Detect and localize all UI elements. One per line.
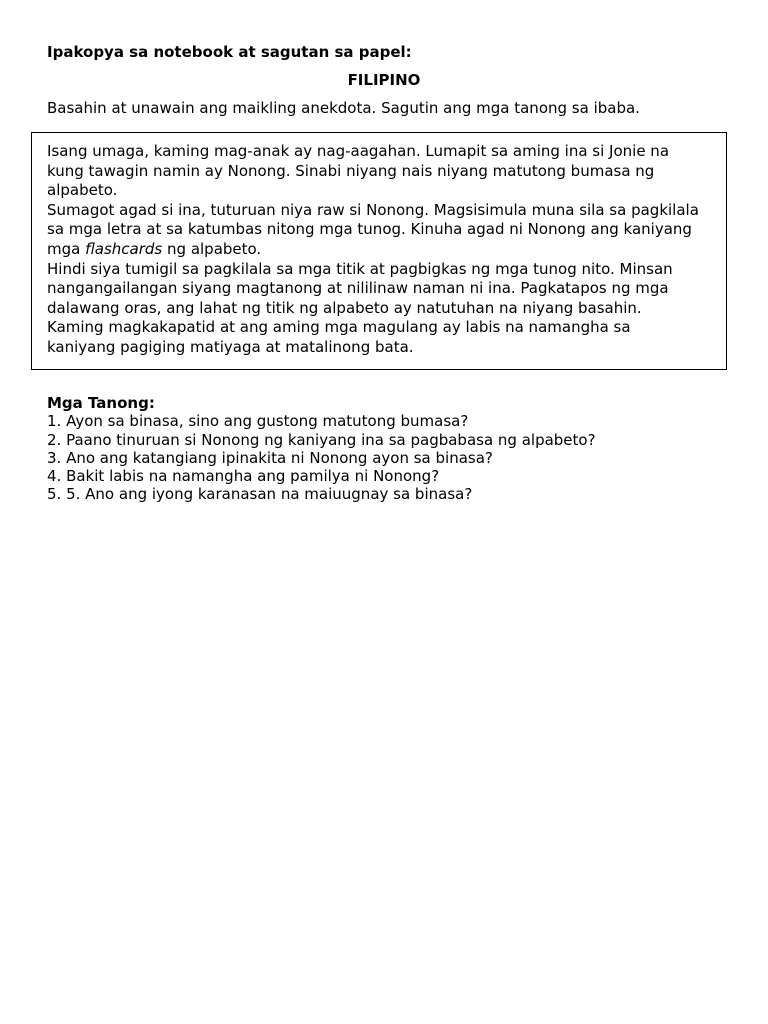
question-item: 1. Ayon sa binasa, sino ang gustong matutong bumasa? bbox=[47, 412, 469, 431]
story-line: kaniyang pagiging matiyaga at matalinong bata. bbox=[47, 337, 414, 356]
instruction-heading: Ipakopya sa notebook at sagutan sa papel: bbox=[47, 43, 412, 61]
questions-section bbox=[47, 394, 596, 504]
story-text: ng alpabeto. bbox=[162, 239, 262, 258]
story-line: Hindi siya tumigil sa pagkilala sa mga titik at pagbigkas ng mga tunog nito. Minsan bbox=[47, 259, 673, 278]
question-item: 4. Bakit labis na namangha ang pamilya ni Nonong? bbox=[47, 467, 440, 486]
question-item: 3. Ano ang katangiang ipinakita ni Nonong ayon sa binasa? bbox=[47, 448, 493, 467]
flashcards-emphasis: flashcards bbox=[85, 239, 163, 258]
story-text: mga bbox=[47, 239, 86, 258]
question-item: 2. Paano tinuruan si Nonong ng kaniyang ina sa pagbabasa ng alpabeto? bbox=[47, 430, 596, 449]
story-line: kung tawagin namin ay Nonong. Sinabi niyang nais niyang matutong bumasa ng bbox=[47, 161, 655, 180]
reading-directions: Basahin at unawain ang maikling anekdota. Sagutin ang mga tanong sa ibaba. bbox=[47, 99, 640, 117]
story-line: Kaming magkakapatid at ang aming mga magulang ay labis na namangha sa bbox=[47, 318, 631, 337]
story-line: nangangailangan siyang magtanong at nililinaw naman ni ina. Pagkatapos ng mga bbox=[47, 279, 669, 298]
story-line: Sumagot agad si ina, tuturuan niya raw si Nonong. Magsisimula muna sila sa pagkilala bbox=[47, 200, 699, 219]
story-line: dalawang oras, ang lahat ng titik ng alpabeto ay natutuhan na niyang basahin. bbox=[47, 298, 642, 317]
questions-title: Mga Tanong: bbox=[47, 394, 155, 412]
question-item: 5. 5. Ano ang iyong karanasan na maiuugnay sa binasa? bbox=[47, 485, 473, 504]
subject-title: FILIPINO bbox=[347, 71, 421, 89]
story-line: sa mga letra at sa katumbas nitong mga tunog. Kinuha agad ni Nonong ang kaniyang bbox=[47, 220, 692, 239]
story-line: alpabeto. bbox=[47, 181, 118, 200]
story-line: Isang umaga, kaming mag-anak ay nag-aagahan. Lumapit sa aming ina si Jonie na bbox=[47, 142, 670, 160]
story-line bbox=[47, 240, 718, 260]
anecdote-box bbox=[31, 132, 727, 370]
